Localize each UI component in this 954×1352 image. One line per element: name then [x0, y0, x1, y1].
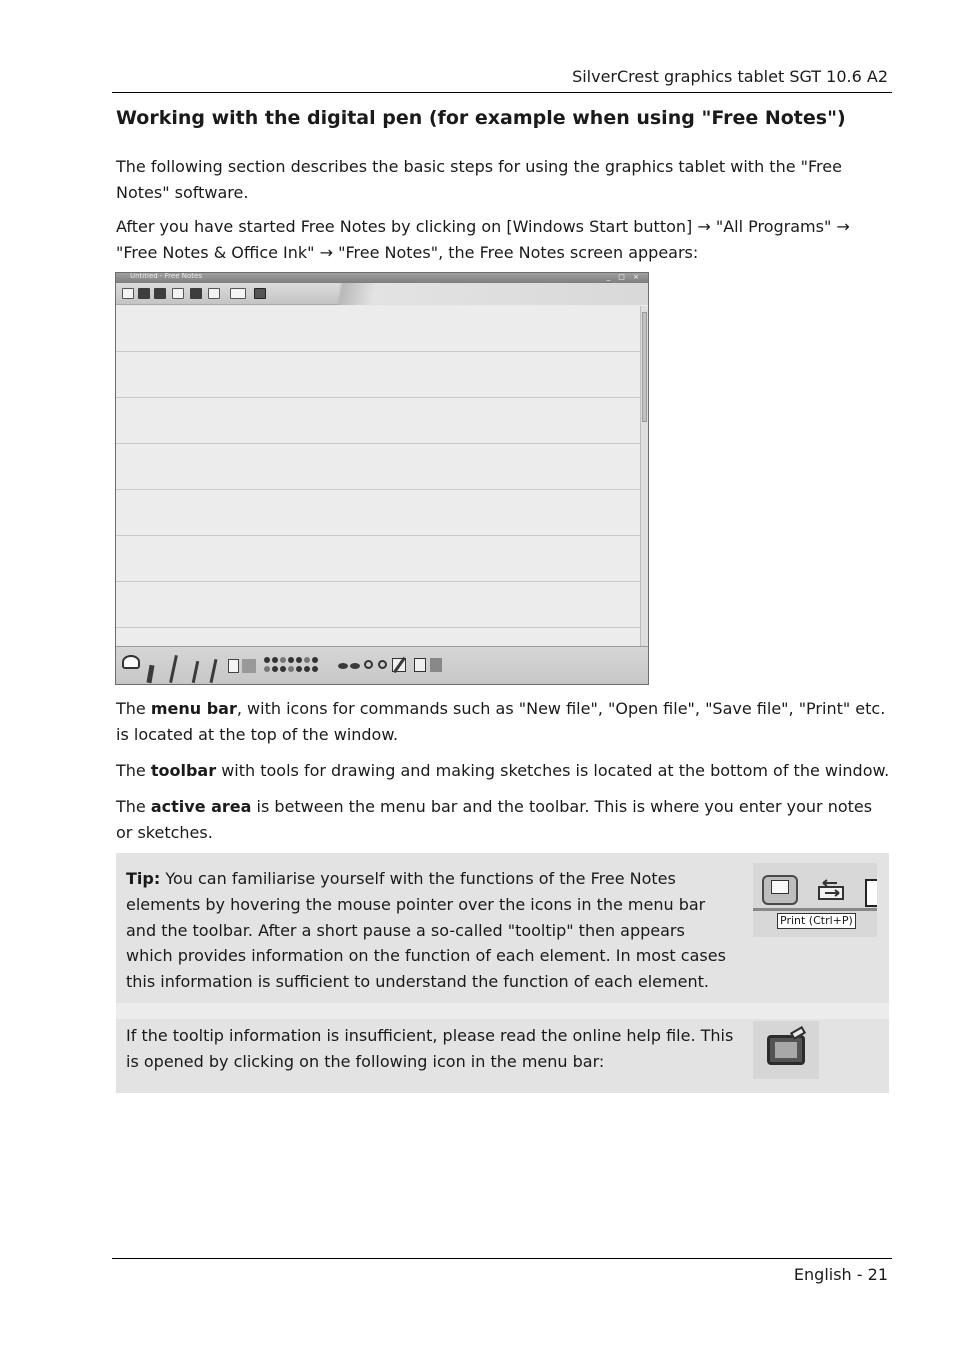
footer-rule [112, 1258, 892, 1259]
color-dot-icon [296, 657, 302, 663]
color-dot-icon [312, 666, 318, 672]
save-file-icon [154, 288, 166, 299]
color-dot-icon [288, 666, 294, 672]
help-icon-image [753, 1021, 819, 1079]
ruled-line [116, 443, 642, 444]
active-area-paragraph [116, 794, 891, 846]
running-header: SilverCrest graphics tablet SGT 10.6 A2 [572, 67, 888, 86]
active-area-post: is between the menu bar and the toolbar. This is where you enter your notes or sketches. [116, 797, 873, 842]
menu-bar-line [753, 908, 877, 911]
intro-paragraph: The following section describes the basic steps for using the graphics tablet with the "Free Notes" software. [116, 157, 842, 202]
toolbar-paragraph [116, 758, 891, 784]
window-titlebar [116, 273, 648, 283]
insert-icon [430, 658, 442, 672]
color-dot-icon [264, 657, 270, 663]
color-dot-icon [312, 657, 318, 663]
active-area-term: active area [150, 797, 252, 816]
free-notes-screenshot [115, 272, 649, 685]
drawing-toolbar [116, 646, 648, 685]
help-paragraph: If the tooltip information is insufficient, please read the online help file. This is opened by clicking on the following icon in the menu bar: [126, 1026, 734, 1071]
scrollbar-thumb [642, 312, 647, 422]
ruled-line [116, 581, 642, 582]
pen-icon [169, 655, 178, 683]
swap-icon [208, 288, 220, 299]
tip-paragraph [126, 866, 734, 995]
page-number: English - 21 [793, 1265, 888, 1284]
ruled-line [116, 489, 642, 490]
menu-bar-paragraph [116, 696, 891, 748]
header-rule [112, 92, 892, 93]
print-icon [190, 288, 202, 299]
vertical-scrollbar [640, 306, 648, 646]
printer-icon [762, 875, 798, 905]
menu-bar [116, 283, 648, 305]
tip-box [116, 853, 889, 1093]
undo-icon [338, 663, 348, 669]
help-book-icon [767, 1035, 805, 1065]
color-dot-icon [272, 666, 278, 672]
new-file-icon [122, 288, 134, 299]
ruled-line [116, 627, 642, 628]
hand-icon [122, 655, 140, 669]
swap-icon [817, 879, 845, 901]
window-mode-icon [230, 288, 246, 299]
window-title: Untitled - Free Notes [130, 272, 202, 280]
open-file-icon [138, 288, 150, 299]
print-preview-icon [172, 288, 184, 299]
menu-bar-pre: The [116, 699, 151, 718]
redo-icon [350, 663, 360, 669]
tip-body: You can familiarise yourself with the functions of the Free Notes elements by hovering the mouse pointer over the icons in the menu bar and the toolbar. After a short pause a so-called "tooltip" then appears which provides information on the function of each element. In most cases this information is sufficient to understand the function of each element. [126, 869, 726, 992]
active-area [116, 306, 642, 646]
layer-icon [242, 659, 256, 673]
window-controls: _ □ × [606, 273, 642, 281]
partial-window-icon [865, 879, 877, 907]
color-dot-icon [304, 666, 310, 672]
section-title: Working with the digital pen (for example when using "Free Notes") [116, 107, 846, 129]
active-area-pre: The [116, 797, 151, 816]
pencil-icon [192, 661, 200, 683]
text-icon [414, 658, 426, 672]
page-icon [228, 659, 239, 673]
toolbar-term: toolbar [150, 761, 217, 780]
help-icon [254, 288, 266, 299]
tooltip-example-image [753, 863, 877, 937]
toolbar-post: with tools for drawing and making sketches is located at the bottom of the window. [216, 761, 890, 780]
marker-icon [210, 659, 218, 683]
color-dot-icon [280, 666, 286, 672]
eraser-icon [146, 665, 154, 684]
menu-bar-term: menu bar [150, 699, 237, 718]
color-dot-icon [304, 657, 310, 663]
menu-bar-swoosh [296, 283, 649, 305]
color-dot-icon [296, 666, 302, 672]
ruled-line [116, 351, 642, 352]
color-dot-icon [264, 666, 270, 672]
tooltip-print: Print (Ctrl+P) [777, 913, 856, 929]
zoom-in-icon [364, 660, 373, 669]
toolbar-pre: The [116, 761, 151, 780]
color-dot-icon [280, 657, 286, 663]
ruled-line [116, 535, 642, 536]
tip-label: Tip: [126, 869, 161, 888]
tip-separator [116, 1003, 889, 1019]
menu-bar-post: , with icons for commands such as "New file", "Open file", "Save file", "Print" etc. is located at the top of the window. [116, 699, 886, 744]
color-dot-icon [272, 657, 278, 663]
start-paragraph: After you have started Free Notes by clicking on [Windows Start button] → "All Programs" → "Free Notes & Office Ink" → "Free Notes", the Free Notes screen appears: [116, 217, 850, 262]
zoom-out-icon [378, 660, 387, 669]
ruled-line [116, 397, 642, 398]
color-dot-icon [288, 657, 294, 663]
